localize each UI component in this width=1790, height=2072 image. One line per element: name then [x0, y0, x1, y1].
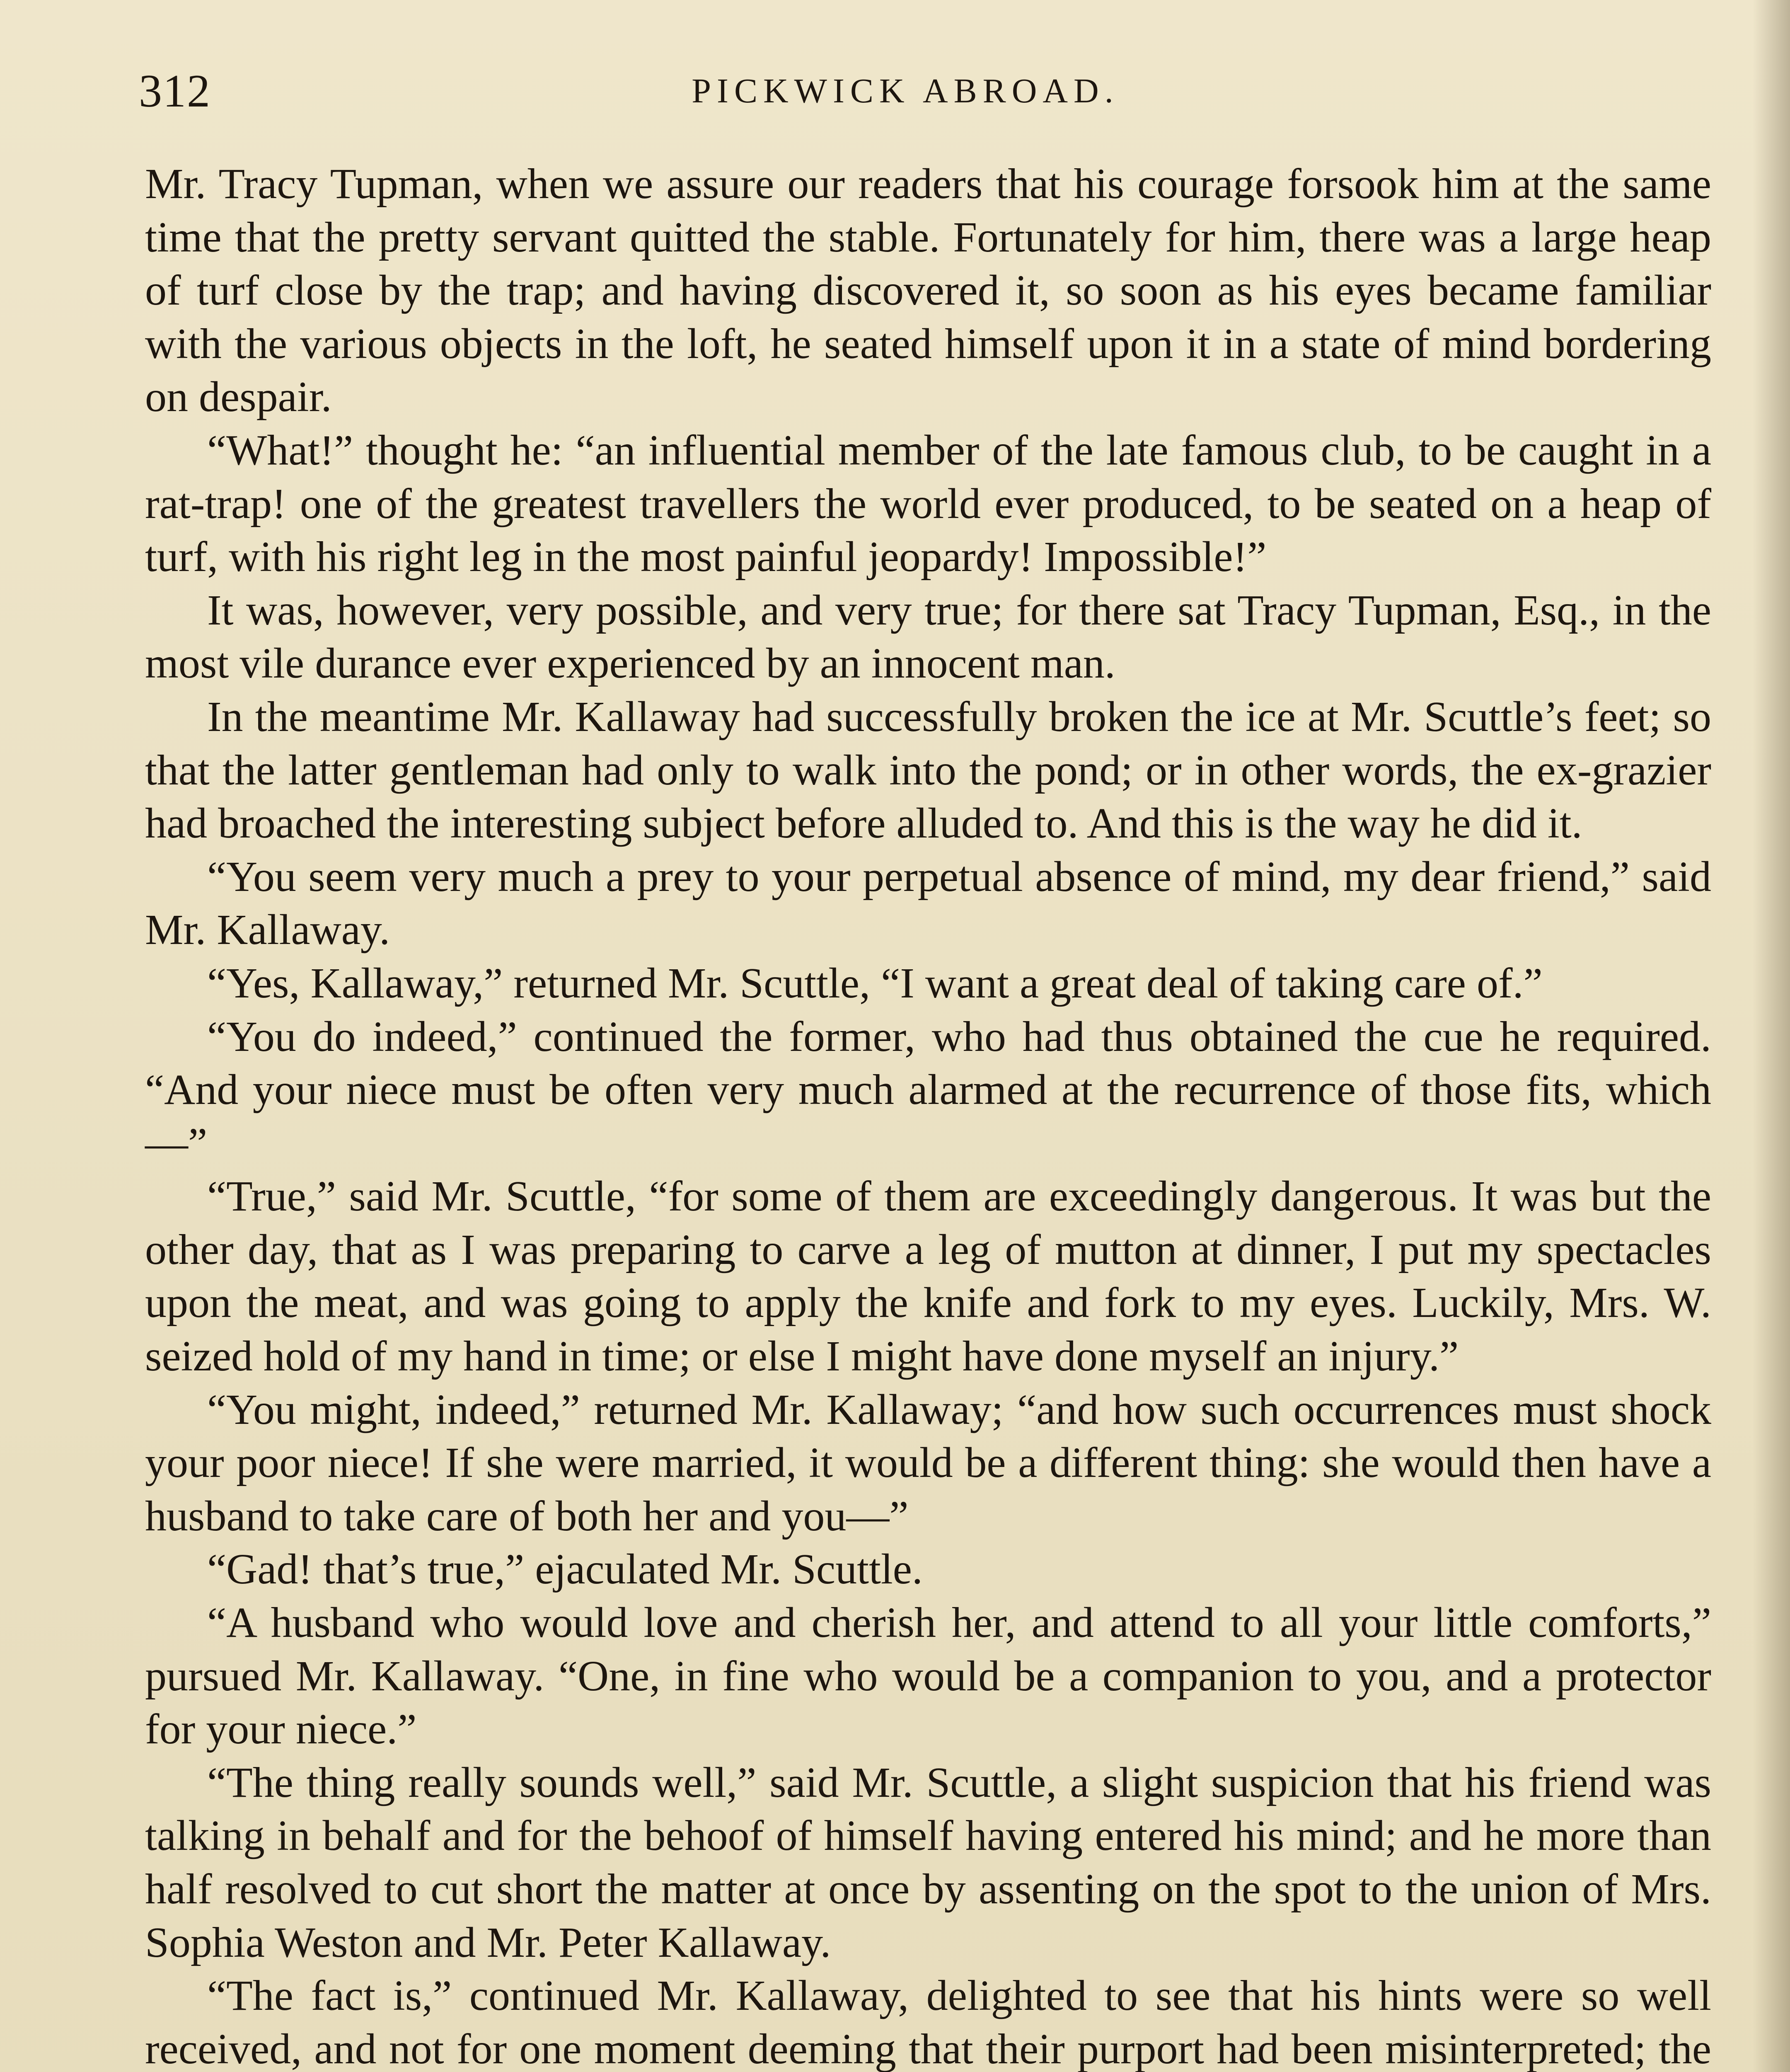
paragraph: “The fact is,” continued Mr. Kallaway, delighted to see that his hints were so well received, and not for one moment deeming that their purport had been misinterpreted; the [145, 1972, 1711, 2072]
paragraph: It was, however, very possible, and very true; for there sat Tracy Tupman, Esq., in the most vile durance ever experienced by an innocent man. [145, 586, 1711, 687]
paragraph-continued: Mr. Tracy Tupman, when we assure our readers that his courage forsook him at the same time that the pretty servant quitted the stable. Fortunately for him, there was a large heap of turf close by the trap; and having discovered it, so soon as his eyes became familiar with the various objects in the loft, he seated himself upon it in a state of mind bordering on despair. [145, 160, 1711, 421]
paragraph: “A husband who would love and cherish her, and attend to all your little comforts,” pursued Mr. Kallaway. “One, in fine who would be a companion to you, and a protector for your niece.” [145, 1599, 1711, 1753]
running-head: PICKWICK ABROAD. [692, 72, 1119, 110]
paragraph: “The thing really sounds well,” said Mr. Scuttle, a slight suspicion that his friend was talking in behalf and for the behoof of himself having entered his mind; and he more than half resolved to cut short the matter at once by assenting on the spot to the union of Mrs. Sophia Weston and Mr. Peter Kallaway. [145, 1758, 1711, 1966]
paragraph: “Yes, Kallaway,” returned Mr. Scuttle, “I want a great deal of taking care of.” [207, 959, 1543, 1007]
paragraph: “What!” thought he: “an influential member of the late famous club, to be caught in a rat-trap! one of the greatest travellers the world ever produced, to be seated on a heap of turf, with his right leg in the most painful jeopardy! Impossible!” [145, 426, 1711, 581]
paragraph: In the meantime Mr. Kallaway had successfully broken the ice at Mr. Scuttle’s feet; so that the latter gentleman had only to walk into the pond; or in other words, the ex-grazier had broached the interesting subject before alluded to. And this is the way he did it. [145, 692, 1711, 847]
paragraph: “You seem very much a prey to your perpetual absence of mind, my dear friend,” said Mr. Kallaway. [145, 852, 1711, 954]
paragraph: “Gad! that’s true,” ejaculated Mr. Scuttle. [207, 1545, 923, 1593]
paragraph: “You do indeed,” continued the former, who had thus obtained the cue he required. “And your niece must be often very much alarmed at the recurrence of those fits, which—” [145, 1012, 1711, 1167]
page-number: 312 [139, 65, 211, 117]
paragraph: “You might, indeed,” returned Mr. Kallaway; “and how such occurrences must shock your poor niece! If she were married, it would be a different thing: she would then have a husband to take care of both her and you—” [145, 1385, 1711, 1540]
paragraph: “True,” said Mr. Scuttle, “for some of them are exceedingly dangerous. It was but the other day, that as I was preparing to carve a leg of mutton at dinner, I put my spectacles upon the meat, and was going to apply the knife and fork to my eyes. Luckily, Mrs. W. seized hold of my hand in time; or else I might have done myself an injury.” [145, 1172, 1711, 1380]
page-header [139, 62, 1672, 120]
body-text [145, 157, 1711, 2072]
